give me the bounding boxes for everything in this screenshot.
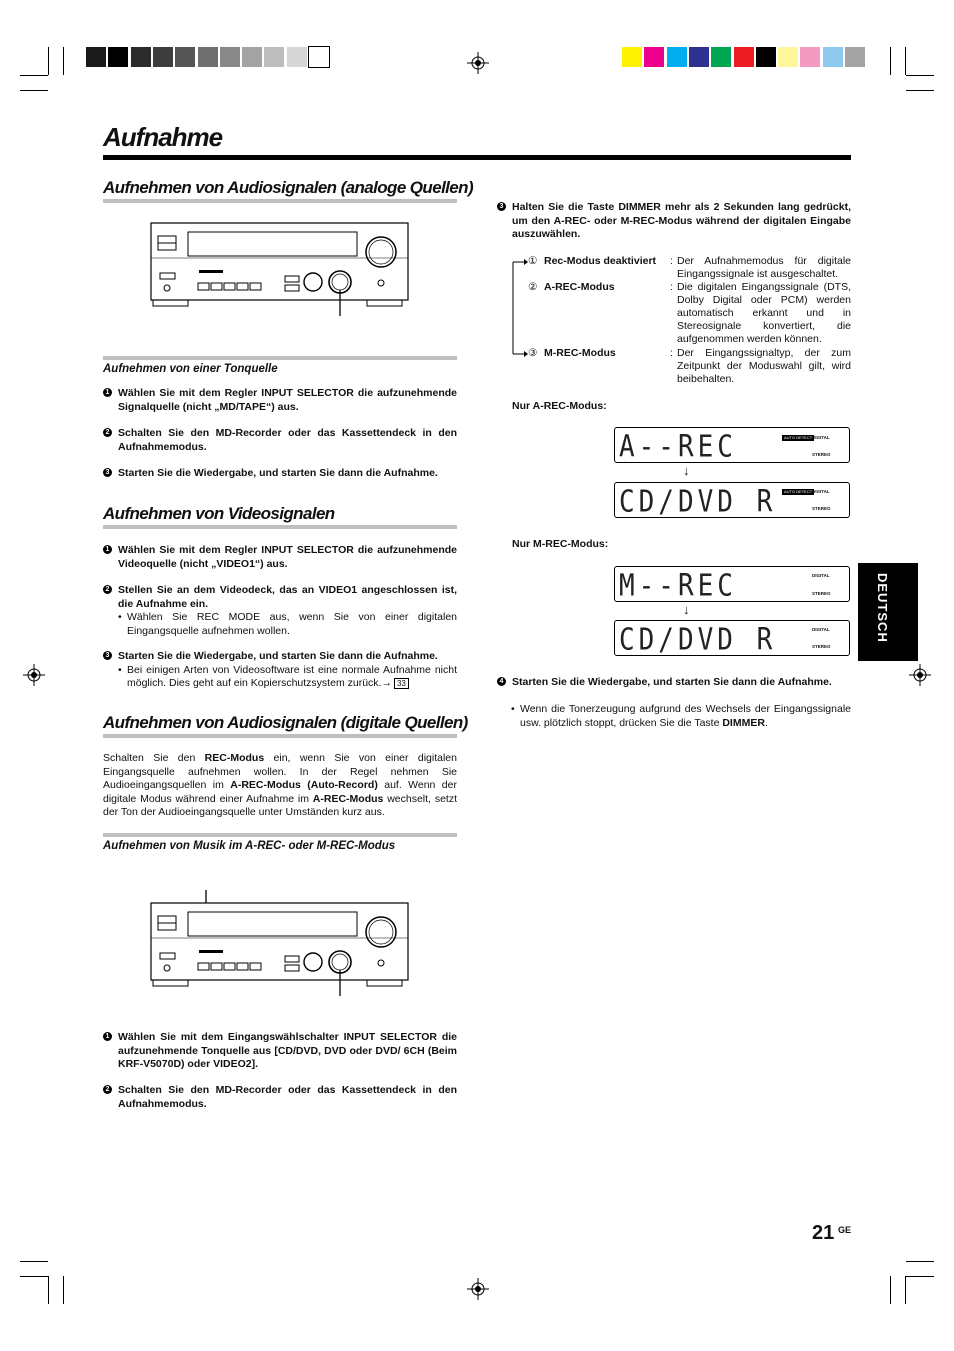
digital-indicator: DIGITAL <box>812 435 830 440</box>
step-number: 1 <box>103 1032 112 1041</box>
intro-bold: A-REC-Modus <box>312 792 384 805</box>
mode-colon: : <box>670 281 673 293</box>
mode-marker: ① <box>528 255 538 267</box>
step-number: 2 <box>103 585 112 594</box>
page-number: 21 <box>812 1222 835 1244</box>
receiver-illustration <box>145 220 415 320</box>
step-number: 2 <box>103 428 112 437</box>
step-text: Wählen Sie mit dem Regler INPUT SELECTOR die aufzunehmende Videoquelle (nicht „VIDEO1“) aus. <box>118 544 457 570</box>
analog-step-2 <box>103 427 457 454</box>
step-note: • Bei einigen Arten von Videosoftware ist eine normale Aufnahme nicht möglich. Dies geht auf ein Kopierschutzsystem zurück.→ 33 <box>118 664 457 691</box>
mode-marker: ③ <box>528 347 538 359</box>
step-text: Starten Sie die Wiedergabe, und starten Sie dann die Aufnahme. <box>118 467 438 479</box>
color-swatch <box>309 47 329 67</box>
auto-detect-badge: AUTO DETECT <box>784 489 813 494</box>
step-number: 1 <box>103 545 112 554</box>
step-number: 3 <box>103 468 112 477</box>
section-rule <box>103 199 457 203</box>
step-text: Stellen Sie an dem Videodeck, das an VIDEO1 angeschlossen ist, die Aufnahme ein. <box>118 584 457 610</box>
step-number: 2 <box>103 1085 112 1094</box>
language-tab-label: DEUTSCH <box>875 573 890 643</box>
mode-row-2 <box>528 281 852 345</box>
down-arrow-icon: ↓ <box>683 602 690 617</box>
lcd-text: M--REC <box>619 569 737 604</box>
color-swatch <box>131 47 151 67</box>
color-swatch <box>823 47 843 67</box>
color-swatch <box>264 47 284 67</box>
down-arrow-icon: ↓ <box>683 463 690 478</box>
cycle-bracket-icon <box>508 256 528 360</box>
step-number: 1 <box>103 388 112 397</box>
analog-step-3 <box>103 467 457 481</box>
lcd-display-cd-dvd <box>614 620 850 656</box>
step-text: Starten Sie die Wiedergabe, und starten Sie dann die Aufnahme. <box>512 676 832 688</box>
page-suffix: GE <box>838 1225 852 1235</box>
color-swatch <box>175 47 195 67</box>
intro-bold: REC-Modus <box>204 752 265 764</box>
analog-step-1 <box>103 387 457 414</box>
color-swatch <box>778 47 798 67</box>
stereo-indicator: STEREO <box>812 452 831 457</box>
color-swatch <box>667 47 687 67</box>
section-rule <box>103 525 457 529</box>
mode-description: Der Aufnahmemodus für digitale Eingangssignale ist ausgeschaltet. <box>677 255 851 280</box>
step-text: Schalten Sie den MD-Recorder oder das Kassettendeck in den Aufnahmemodus. <box>118 1084 457 1110</box>
color-swatch <box>242 47 262 67</box>
title-rule <box>103 155 851 160</box>
a-rec-label: Nur A-REC-Modus: <box>512 400 607 412</box>
video-step-3 <box>103 650 457 691</box>
section-rule <box>103 734 457 738</box>
color-swatch <box>86 47 106 67</box>
right-step-4 <box>497 676 851 690</box>
video-step-1 <box>103 544 457 571</box>
language-tab <box>858 563 918 661</box>
video-step-2 <box>103 584 457 638</box>
subsection-rule <box>103 833 457 837</box>
intro-text: auf. Wenn der digitale Modus während einer Aufnahme im <box>103 779 457 805</box>
page-reference[interactable]: 33 <box>394 678 409 689</box>
registration-mark-icon <box>23 664 45 686</box>
mode-description: Die digitalen Eingangssignale (DTS, Dolby Digital oder PCM) werden automatisch erkannt und in Stereosignale konvertiert, die aufgenommen werden können. <box>677 281 851 345</box>
digital-step-1 <box>103 1031 457 1072</box>
page-title: Aufnahme <box>103 122 223 152</box>
registration-mark-icon <box>909 664 931 686</box>
mode-row-1 <box>528 255 852 280</box>
section-title-video: Aufnehmen von Videosignalen <box>103 504 335 523</box>
mode-description: Der Eingangssignaltyp, der zum Zeitpunkt der Moduswahl gilt, wird beibehalten. <box>677 347 851 385</box>
step-number: 4 <box>497 677 506 686</box>
digital-indicator: DIGITAL <box>812 489 830 494</box>
right-note <box>497 703 851 730</box>
registration-mark-icon <box>467 1278 489 1300</box>
step-text: Wählen Sie mit dem Eingangswählschalter INPUT SELECTOR die aufzunehmende Tonquelle aus [CD/DVD, DVD oder DVD/ 6CH (Beim KRF-V5070D) oder VIDEO2]. <box>118 1031 457 1070</box>
registration-mark-icon <box>467 52 489 74</box>
mode-marker: ② <box>528 281 538 293</box>
step-text: Schalten Sie den MD-Recorder oder das Kassettendeck in den Aufnahmemodus. <box>118 427 457 453</box>
step-number: 3 <box>497 202 506 211</box>
color-swatch <box>845 47 865 67</box>
note-text-part: Wenn die Tonerzeugung aufgrund des Wechsels der Eingangssignale usw. plötzlich stoppt, drücken Sie die Taste <box>520 703 851 729</box>
digital-indicator: DIGITAL <box>812 627 830 632</box>
auto-detect-badge: AUTO DETECT <box>784 435 813 440</box>
mode-colon: : <box>670 347 673 359</box>
color-swatch <box>644 47 664 67</box>
color-swatch <box>287 47 307 67</box>
intro-text: wechselt, setzt der Ton der Audioeingangsquelle unter Umständen kurz aus. <box>103 792 457 818</box>
note-text: Bei einigen Arten von Videosoftware ist eine normale Aufnahme nicht möglich. Dies geht auf ein Kopierschutzsystem zurück. <box>127 663 457 689</box>
step-text: Starten Sie die Wiedergabe, und starten Sie dann die Aufnahme. <box>118 650 438 662</box>
color-swatch <box>689 47 709 67</box>
lcd-text: A--REC <box>619 430 737 465</box>
color-swatch <box>220 47 240 67</box>
color-swatch <box>622 47 642 67</box>
lcd-text: CD/DVD R <box>619 485 777 520</box>
intro-text: Schalten Sie den <box>103 752 205 764</box>
section-title-analog: Aufnehmen von Audiosignalen (analoge Quellen) <box>103 178 474 197</box>
m-rec-label: Nur M-REC-Modus: <box>512 538 609 550</box>
digital-step-2 <box>103 1084 457 1111</box>
step-text: Wählen Sie mit dem Regler INPUT SELECTOR die aufzunehmende Signalquelle (nicht „MD/TAPE“) aus. <box>118 387 457 413</box>
step-text: Halten Sie die Taste DIMMER mehr als 2 Sekunden lang gedrückt, um den A-REC- oder M-REC-Modus während der digitalen Eingabe auszuwählen. <box>512 201 851 240</box>
color-swatch <box>800 47 820 67</box>
color-swatch <box>734 47 754 67</box>
mode-name: Rec-Modus deaktiviert <box>544 255 657 267</box>
intro-text: ein, wenn Sie von einer digitalen Eingangsquelle aufnehmen wollen. In der Regel nehmen Sie Audioeingangsquellen im <box>103 752 457 791</box>
color-swatch <box>108 47 128 67</box>
subsection-title-tonquelle: Aufnehmen von einer Tonquelle <box>103 363 278 375</box>
color-swatch <box>198 47 218 67</box>
digital-indicator: DIGITAL <box>812 573 830 578</box>
color-swatch <box>756 47 776 67</box>
lcd-display-cd-dvd <box>614 482 850 518</box>
color-swatch <box>711 47 731 67</box>
note-text <box>511 703 851 730</box>
mode-name: A-REC-Modus <box>544 281 615 293</box>
mode-name: M-REC-Modus <box>544 347 616 359</box>
intro-bold: A-REC-Modus (Auto-Record) <box>230 779 378 791</box>
note-bold: DIMMER <box>722 716 765 729</box>
step-note: • Wählen Sie REC MODE aus, wenn Sie von einer digitalen Eingangsquelle aufnehmen wollen. <box>118 611 457 638</box>
right-step-3 <box>497 201 851 242</box>
stereo-indicator: STEREO <box>812 644 831 649</box>
stereo-indicator: STEREO <box>812 591 831 596</box>
lcd-display-a-rec <box>614 427 850 463</box>
color-swatch <box>153 47 173 67</box>
receiver-illustration <box>145 888 415 998</box>
stereo-indicator: STEREO <box>812 506 831 511</box>
lcd-text: CD/DVD R <box>619 623 777 658</box>
section-title-digital: Aufnehmen von Audiosignalen (digitale Quellen) <box>103 713 468 732</box>
mode-row-3 <box>528 347 852 385</box>
digital-intro <box>103 752 457 820</box>
lcd-display-m-rec <box>614 566 850 602</box>
step-number: 3 <box>103 651 112 660</box>
mode-colon: : <box>670 255 673 267</box>
subsection-rule <box>103 356 457 360</box>
subsection-title-arec-mrec: Aufnehmen von Musik im A-REC- oder M-REC-Modus <box>103 840 396 852</box>
note-text-part: . <box>764 716 768 729</box>
